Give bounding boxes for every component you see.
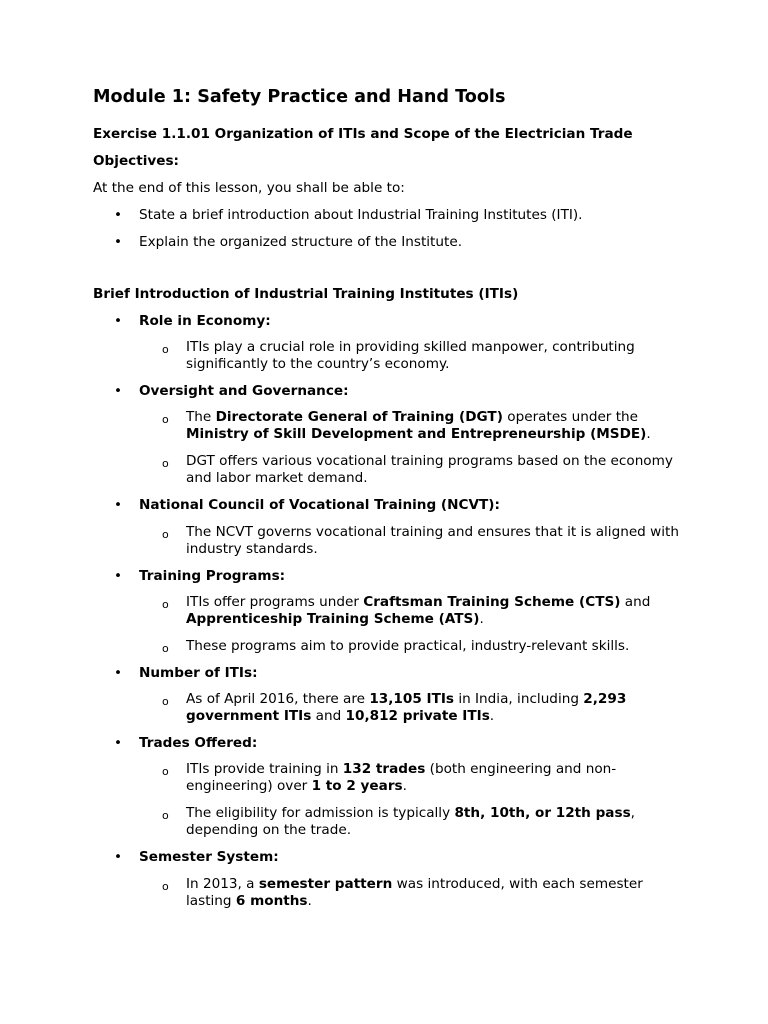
bullet-heading: Number of ITIs: [139, 665, 258, 681]
sub-bullet-icon: o [162, 880, 169, 893]
bold-text: 13,105 ITIs [369, 691, 455, 707]
text-run: was introduced, with each semester lasting [186, 876, 643, 909]
objectives-label: Objectives: [93, 153, 179, 169]
text-run: (both engineering and non-engineering) over [186, 761, 617, 794]
page-title: Module 1: Safety Practice and Hand Tools [93, 87, 506, 107]
bold-text: Craftsman Training Scheme (CTS) [363, 594, 621, 610]
objective-item: State a brief introduction about Industrial Training Institutes (ITI). [139, 207, 583, 223]
sub-bullet-icon: o [162, 343, 169, 356]
bold-text: Directorate General of Training (DGT) [215, 409, 503, 425]
sub-item [186, 805, 686, 839]
sub-bullet-icon: o [162, 413, 169, 426]
bullet-icon: • [114, 665, 123, 681]
text-run: ITIs offer programs under [186, 594, 364, 610]
bullet-heading: Semester System: [139, 849, 279, 865]
text-run: The [186, 409, 216, 425]
bullet-icon: • [114, 234, 123, 250]
sub-item [186, 409, 686, 443]
text-run: in India, including [454, 691, 584, 707]
sub-item [186, 691, 686, 725]
text-run: and [311, 708, 346, 724]
bold-text: 8th, 10th, or 12th pass [454, 805, 631, 821]
sub-bullet-icon: o [162, 809, 169, 822]
bold-text: semester pattern [258, 876, 393, 892]
sub-item [186, 638, 686, 655]
sub-item [186, 876, 686, 910]
bullet-heading: Trades Offered: [139, 735, 258, 751]
text-run: These programs aim to provide practical, industry-relevant skills. [186, 638, 630, 654]
bullet-icon: • [114, 568, 123, 584]
bold-text: Ministry of Skill Development and Entrepreneurship (MSDE) [186, 426, 647, 442]
text-run: DGT offers various vocational training programs based on the economy and labor market demand. [186, 453, 673, 486]
bullet-icon: • [114, 313, 123, 329]
sub-bullet-icon: o [162, 695, 169, 708]
text-run: operates under the [502, 409, 639, 425]
bold-text: 132 trades [342, 761, 426, 777]
text-run: . [489, 708, 495, 724]
bullet-icon: • [114, 735, 123, 751]
text-run: , depending on the trade. [186, 805, 635, 838]
sub-item [186, 761, 686, 795]
bullet-icon: • [114, 497, 123, 513]
bullet-heading: Oversight and Governance: [139, 383, 349, 399]
text-run: . [646, 426, 651, 442]
text-run: . [307, 893, 312, 909]
bullet-icon: • [114, 849, 123, 865]
bold-text: 10,812 private ITIs [345, 708, 490, 724]
sub-item [186, 594, 686, 628]
exercise-heading: Exercise 1.1.01 Organization of ITIs and Scope of the Electrician Trade [93, 126, 633, 142]
sub-item [186, 524, 686, 558]
sub-bullet-icon: o [162, 765, 169, 778]
text-run: ITIs play a crucial role in providing skilled manpower, contributing significantly to the country’s economy. [186, 339, 635, 372]
sub-item [186, 453, 686, 487]
sub-bullet-icon: o [162, 598, 169, 611]
bold-text: 1 to 2 years [311, 778, 403, 794]
sub-bullet-icon: o [162, 457, 169, 470]
bold-text: Apprenticeship Training Scheme (ATS) [186, 611, 480, 627]
bold-text: 2,293 government ITIs [186, 691, 627, 724]
bullet-heading: Training Programs: [139, 568, 286, 584]
bullet-icon: • [114, 207, 123, 223]
text-run: The eligibility for admission is typically [186, 805, 455, 821]
text-run: In 2013, a [186, 876, 259, 892]
objectives-intro: At the end of this lesson, you shall be able to: [93, 180, 405, 196]
text-run: ITIs provide training in [186, 761, 343, 777]
bullet-heading: Role in Economy: [139, 313, 271, 329]
bold-text: 6 months [235, 893, 308, 909]
section-heading: Brief Introduction of Industrial Training Institutes (ITIs) [93, 286, 519, 302]
sub-item [186, 339, 686, 373]
bullet-icon: • [114, 383, 123, 399]
bullet-heading: National Council of Vocational Training (NCVT): [139, 497, 500, 513]
text-run: The NCVT governs vocational training and ensures that it is aligned with industry standards. [186, 524, 679, 557]
sub-bullet-icon: o [162, 642, 169, 655]
text-run: As of April 2016, there are [186, 691, 370, 707]
objective-item: Explain the organized structure of the Institute. [139, 234, 463, 250]
text-run: . [402, 778, 407, 794]
text-run: and [620, 594, 651, 610]
text-run: . [479, 611, 484, 627]
sub-bullet-icon: o [162, 528, 169, 541]
